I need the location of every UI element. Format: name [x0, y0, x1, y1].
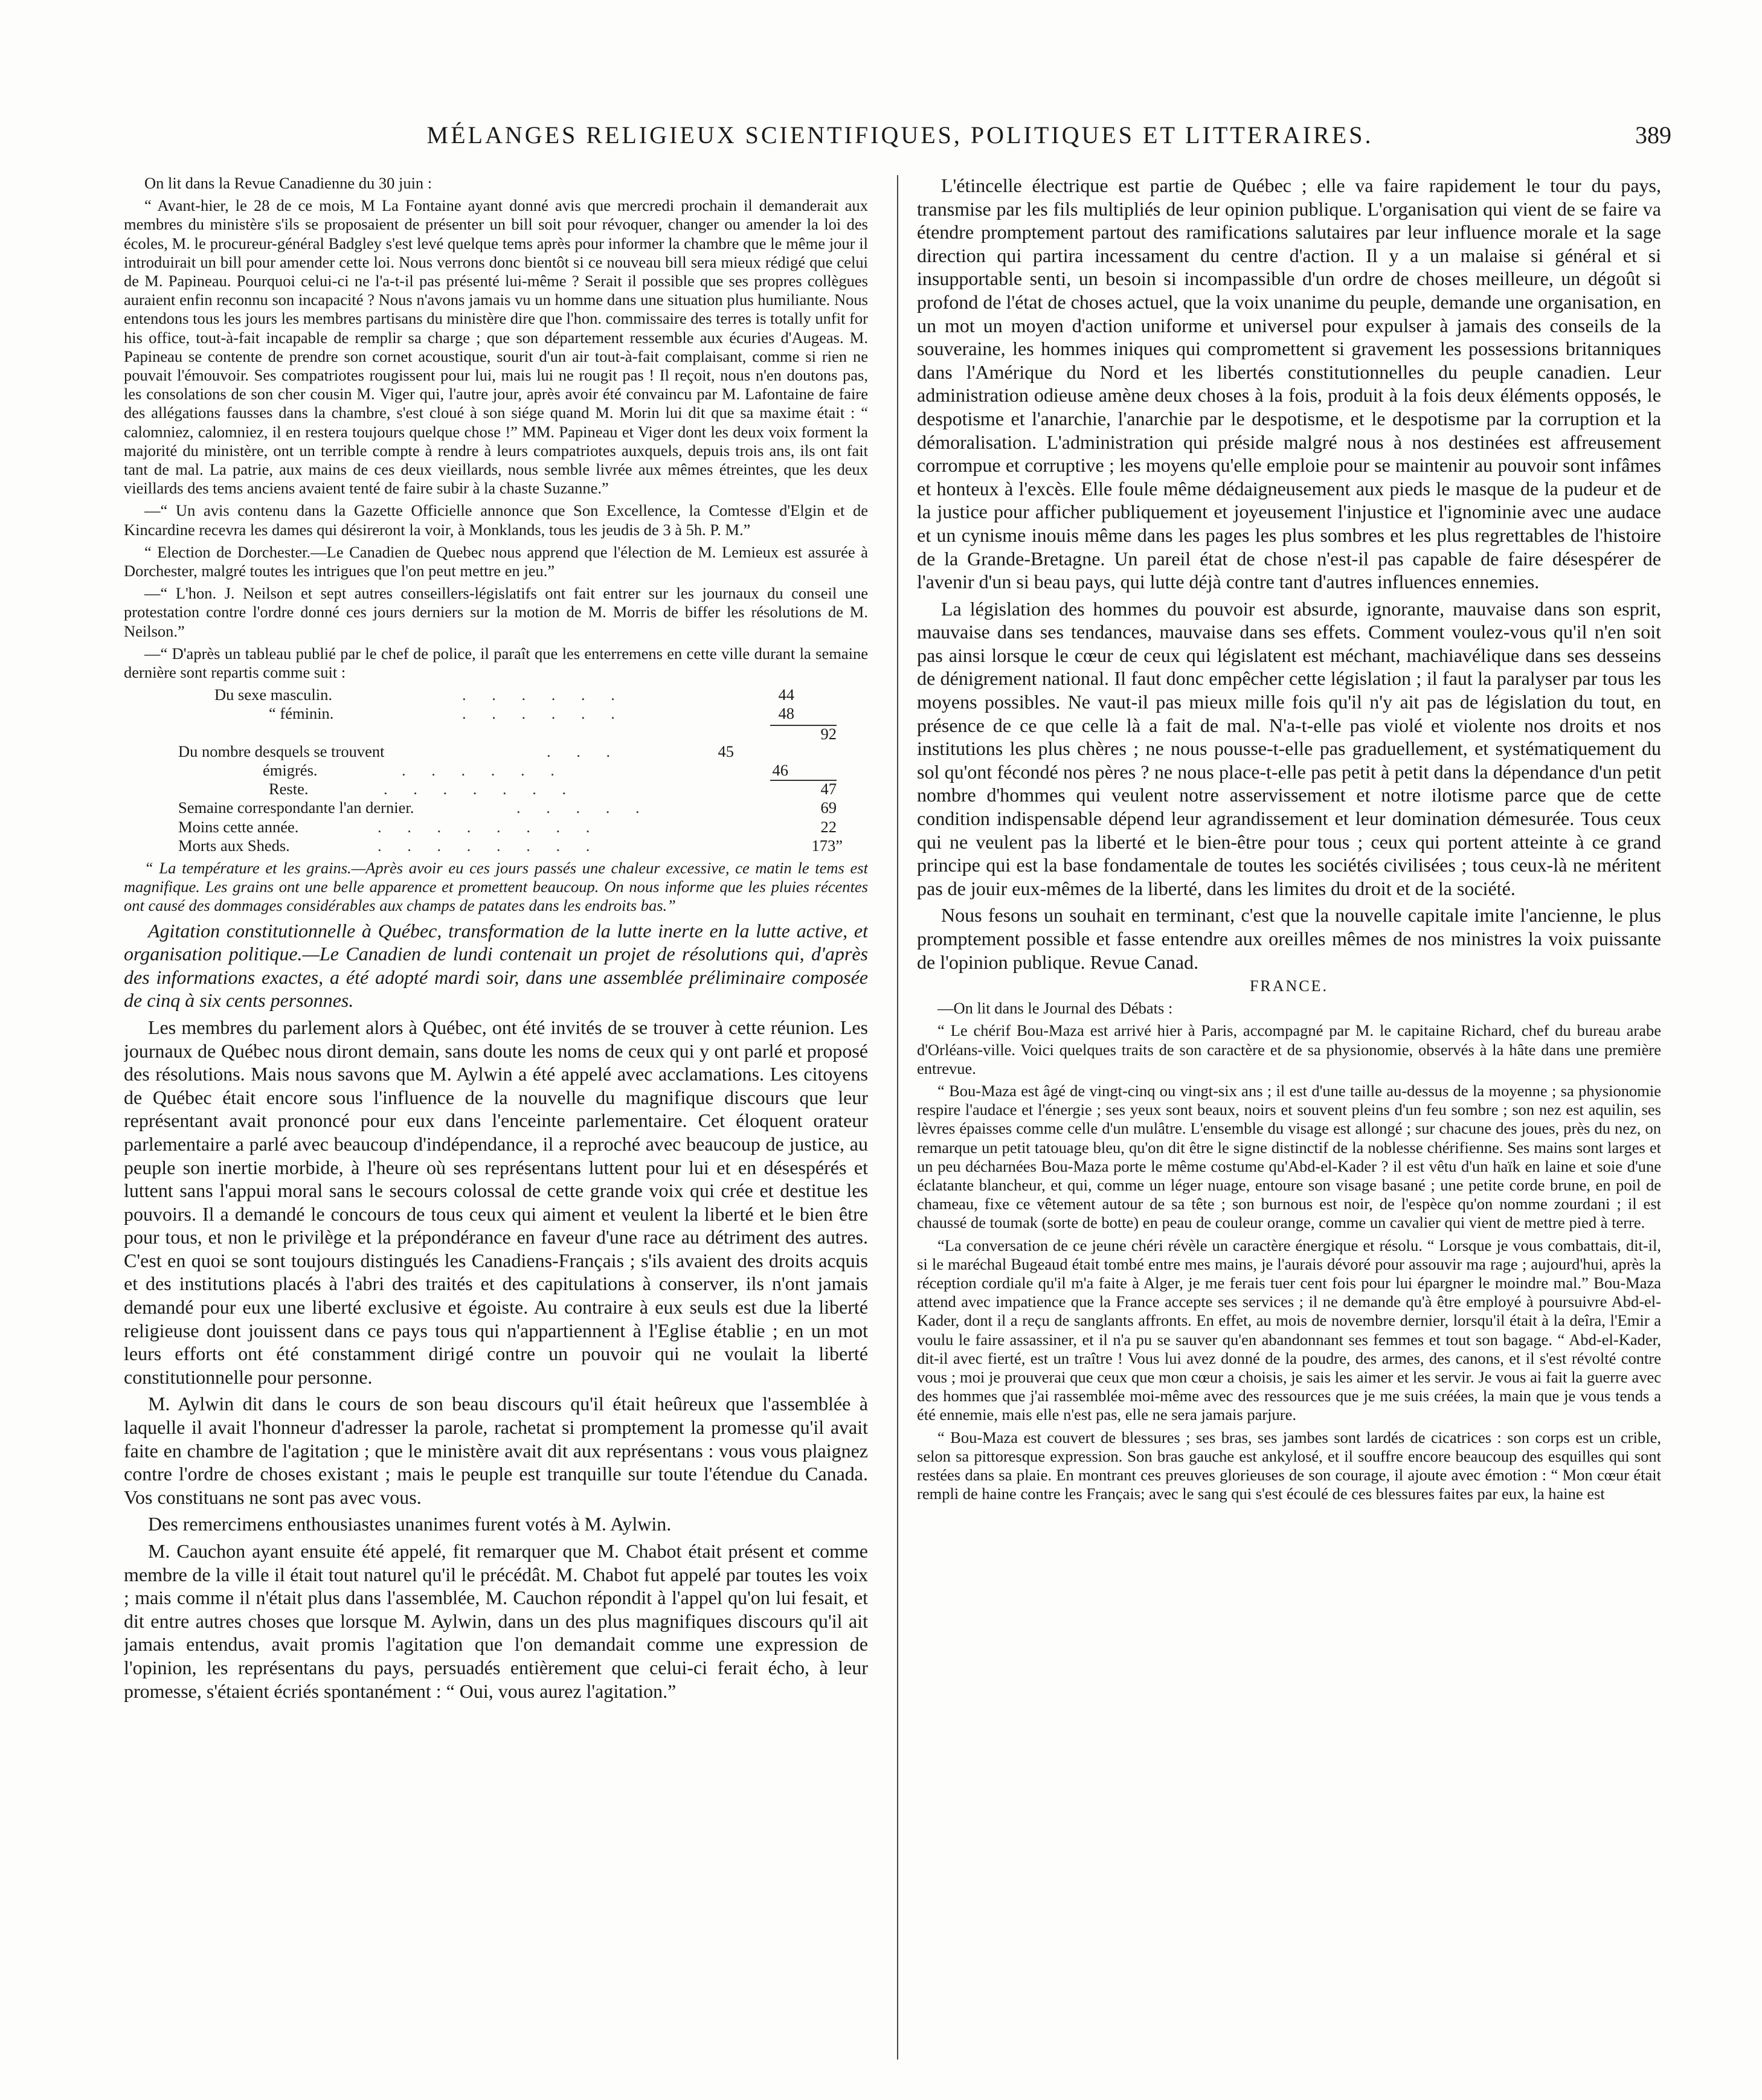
- running-title: MÉLANGES RELIGIEUX SCIENTIFIQUES, POLITIQUES ET LITTERAIRES.: [426, 121, 1374, 149]
- stat-value: 69: [820, 798, 837, 817]
- article-paragraph: Des remercimens enthousiastes unanimes furent votés à M. Aylwin.: [148, 1513, 672, 1535]
- article-paragraph: “ Bou-Maza est couvert de blessures ; ses bras, ses jambes sont lardés de cicatrices : son corps est un crible, selon sa pittoresque expression. Son bras gauche est ankylosé, et il souffre encore beaucoup des esquilles qui sont restées dans sa plaie. En montrant ces preuves glorieuses de son courage, il ajoute avec émotion : “ Mon cœur était rempli de haine contre les Français; avec le sang qui s'est écoulé de ces blessures faites par eux, la haine est: [917, 1428, 1661, 1503]
- article-paragraph: Nous fesons un souhait en terminant, c'est que la nouvelle capitale imite l'ancienne, le plus promptement possible et fasse entendre aux oreilles mêmes de nos ministres la voix puissante de l'opinion publique. Revue Canad.: [917, 904, 1661, 973]
- article-paragraph: M. Cauchon ayant ensuite été appelé, fit remarquer que M. Chabot était présent et comme membre de la ville il était tout naturel qu'il le précédât. M. Chabot fut appelé par toutes les voix ; mais comme il n'était plus dans l'assemblée, M. Cauchon répondit à l'appel qu'on lui fesait, et dit entre autres choses que lorsque M. Aylwin, dans un des plus magnifiques discours qu'il ait jamais entendus, avait promis l'agitation que l'on demandait comme une expression de l'opinion, les représentans du pays, persuadés entièrement que celui-ci ferait écho, à leur promesse, s'étaient écriés spontanément : “ Oui, vous aurez l'agitation.”: [124, 1540, 868, 1702]
- article-paragraph: —“ L'hon. J. Neilson et sept autres conseillers-législatifs ont fait entrer sur les journaux du conseil une protestation contre l'ordre donné ces jours derniers sur la motion de M. Morris de biffer les résolutions de M. Neilson.”: [124, 584, 868, 640]
- article-paragraph: Les membres du parlement alors à Québec, ont été invités de se trouver à cette réunion. Les journaux de Québec nous diront demain, sans doute les noms de ceux qui y ont parlé et proposé des résolutions. Mais nous savons que M. Aylwin a été appelé avec acclamations. Les citoyens de Québec était encore sous l'influence de la nouvelle du magnifique discours que leur représentant avait prononcé pour eux dans l'enceinte parlementaire. Cet éloquent orateur parlementaire a parlé avec beaucoup d'indépendance, il a reproché avec beaucoup de justice, au peuple son inertie morbide, à l'heure où ses représentans luttent pour lui et en désespérés et luttent sans l'appui moral sans le secours colossal de cette grande voix qui crée et destitue les pouvoirs. Il a demandé le concours de tous ceux qui aiment et veulent la liberté et le bien être pour tous, et non le privilège et la prépondérance en faveur d'une race au détriment des autres. C'est en quoi se sont toujours distingués les Canadiens-Français ; s'ils avaient des droits acquis et des institutions placés à l'abri des traités et des capitulations à conserver, ils n'ont jamais demandé pour eux une liberté exclusive et égoiste. Au contraire à eux seuls est due la liberté religieuse dont jouissent dans ce pays tous qui n'appartiennent à l'Eglise établie ; en un mot leurs efforts ont été constamment dirigé contre un pouvoir qui ne voulait la liberté constitutionnelle pour personne.: [124, 1016, 868, 1388]
- stat-row: Moins cette année. . . . . . . . . 22: [178, 817, 837, 836]
- page-header: [0, 121, 1762, 163]
- stat-label: Moins cette année.: [178, 817, 299, 836]
- burial-statistics-table: [124, 686, 868, 855]
- stat-value: 173”: [811, 836, 843, 855]
- article-paragraph: “ La température et les grains.—Après avoir eu ces jours passés une chaleur excessive, ce matin le tems est magnifique. Les grains ont une belle apparence et promettent beaucoup. On nous informe que les pluies récentes ont causé des dommages considérables aux champs de patates dans les endroits bas.”: [124, 858, 868, 915]
- article-paragraph: “ Election de Dorchester.—Le Canadien de Quebec nous apprend que l'élection de M. Lemieux est assurée à Dorchester, malgré toutes les intrigues que l'on peut mettre en jeu.”: [124, 542, 868, 580]
- stat-label: Du nombre desquels se trouvent: [178, 742, 385, 760]
- stat-value: 48: [778, 704, 794, 723]
- stat-label: Morts aux Sheds.: [178, 836, 290, 855]
- article-paragraph: M. Aylwin dit dans le cours de son beau discours qu'il était heûreux que l'assemblée à laquelle il avait l'honneur d'adresser la parole, rachetat si promptement la promesse qu'il avait faite en chambre de l'agitation ; que le ministère avait dit aux représentans : vous vous plaignez contre l'ordre de choses existant ; mais le peuple est tranquille sur toute l'étendue du Canada. Vos constituans ne sont pas avec vous.: [124, 1393, 868, 1508]
- stat-label: “ féminin.: [269, 704, 334, 723]
- left-column: [124, 174, 868, 2064]
- article-paragraph: —“ Un avis contenu dans la Gazette Officielle annonce que Son Excellence, la Comtesse d'Elgin et de Kincardine recevra les dames qui désireront la voir, à Monklands, tous les jeudis de 3 à 5h. P. M.”: [124, 501, 868, 539]
- article-paragraph: “La conversation de ce jeune chéri révèle un caractère énergique et résolu. “ Lorsque je vous combattais, dit-il, si le maréchal Bugeaud était tombé entre mes mains, je l'aurais dévoré pour assouvir ma rage ; aujourd'hui, après la réception cordiale qu'il m'a faite à Alger, je me ferais tuer cent fois pour lui épargner le moindre mal.” Bou-Maza attend avec impatience que la France accepte ses services ; il ne demande qu'à être employé à poursuivre Abd-el-Kader, dont il a reçu de sanglants affronts. En effet, au mois de novembre dernier, lorsqu'il était à la deîra, l'Emir a voulu le faire assassiner, et il n'a pu se sauver qu'en abandonnant ses femmes et tout son bagage. “ Abd-el-Kader, dit-il avec fierté, est un traître ! Vous lui avez donné de la poudre, des armes, des canons, et il s'est révolté contre vous ; moi je prouverai que ceux que mon cœur a choisis, je sais les aimer et les servir. Je vous ai fait la guerre avec des hommes que j'ai rassemblée moi-même avec des ressources que je me suis créées, la main que je vous tends a été ennemie, mais elle n'est pas, elle ne sera jamais parjure.: [917, 1236, 1661, 1424]
- section-heading-france: FRANCE.: [1249, 977, 1329, 995]
- stat-value: 46: [772, 761, 788, 780]
- stat-row: émigrés. . . . . . . 46: [263, 761, 788, 780]
- stat-value: 44: [778, 686, 794, 704]
- article-paragraph: La législation des hommes du pouvoir est absurde, ignorante, mauvaise dans son esprit, mauvaise dans ses tendances, mauvaise dans ses effets. Comment voulez-vous qu'il n'en soit pas ainsi lorsque le cœur de ceux qui législatent est méchant, machiavélique dans ses desseins de dénigrement national. Il faut donc empêcher cette législation ; il faut la paralyser par tous les moyens possibles. Ne vaut-il pas mieux mille fois qu'il n'y ait pas de législation du tout, en présence de ce que celle là a fait de mal. N'a-t-elle pas violé et violente nos droits et nos institutions les plus chères ; ne nous pousse-t-elle pas graduellement, et systématiquement du sol qu'ont fécondé nos pères ? ne nous place-t-elle pas petit à petit dans la dépendance d'un petit nombre d'hommes qui veulent notre asservissement et notre ilotisme parce que de cette condition indispensable dépend leur agrandissement et leur domination démesurée. Tous ceux qui ne veulent pas la liberté et le bien-être pour tous ; ceux qui portent atteinte à ce grand principe qui est la base fondamentale de toutes les sociétés civilisées ; tous ceux-là ne méritent pas de jouir eux-mêmes de la liberté, dans les limites du droit et de la société.: [917, 597, 1661, 899]
- stat-row: Morts aux Sheds. . . . . . . . . 173”: [178, 836, 843, 855]
- stat-row: Semaine correspondante l'an dernier. . . . . . 69: [178, 798, 837, 817]
- article-paragraph: “ Le chérif Bou-Maza est arrivé hier à Paris, accompagné par M. le capitaine Richard, chef du bureau arabe d'Orléans-ville. Voici quelques traits de son caractère et de sa physionomie, observés à la hâte dans une première entrevue.: [917, 1021, 1661, 1077]
- article-paragraph: —On lit dans le Journal des Débats :: [937, 999, 1173, 1018]
- right-column: [917, 174, 1661, 2064]
- stat-value: 45: [718, 742, 734, 760]
- stat-row: “ féminin. . . . . . . 48: [269, 704, 794, 723]
- stat-label: Reste.: [269, 780, 309, 798]
- stat-label: Du sexe masculin.: [214, 686, 333, 704]
- stat-row: Du nombre desquels se trouvent . . . 45: [178, 742, 734, 760]
- stat-label: émigrés.: [263, 761, 318, 780]
- stat-row: [124, 724, 868, 742]
- stat-value: 22: [820, 817, 837, 836]
- stat-label: Semaine correspondante l'an dernier.: [178, 798, 414, 817]
- article-lead: Agitation constitutionnelle à Québec, transformation de la lutte inerte en la lutte active, et organisation politique.—Le Canadien de lundi contenait un projet de résolutions qui, d'après des informations exactes, a été adopté mardi soir, dans une assemblée préliminaire composée de cinq à six cents personnes.: [124, 919, 868, 1012]
- article-paragraph: —“ D'après un tableau publié par le chef de police, il paraît que les enterremens en cette ville durant la semaine dernière sont repartis comme suit :: [124, 644, 868, 682]
- article-paragraph: “ Bou-Maza est âgé de vingt-cinq ou vingt-six ans ; il est d'une taille au-dessus de la moyenne ; sa physionomie respire l'audace et l'énergie ; ses yeux sont beaux, noirs et souvent pleins d'un feu sombre ; son nez est aquilin, ses lèvres épaisses comme celle d'un mulâtre. L'ensemble du visage est allongé ; sur chacune des joues, près du nez, on remarque un petit tatouage bleu, qu'on dit être le signe distinctif de la noblesse chérifienne. Ses mains sont larges et un peu décharnées Bou-Maza porte le même costume qu'Abd-el-Kader ? il est vêtu d'un haïk en laine et soie d'une éclatante blancheur, et qui, comme un léger nuage, entoure son visage basané ; une petite corde brune, en poil de chameau, fixe ce vêtement autour de sa tête ; son burnous est noir, de l'espèce qu'on nomme zourdani ; il est chaussé de toumak (sorte de botte) en peau de couleur orange, comme un cavalier qui vient de mettre pied à terre.: [917, 1082, 1661, 1232]
- intro-line: On lit dans la Revue Canadienne du 30 juin :: [144, 174, 432, 192]
- stat-value: 92: [820, 724, 837, 743]
- stat-value: 47: [820, 780, 837, 798]
- stat-row: Du sexe masculin. . . . . . . 44: [214, 686, 794, 704]
- article-paragraph: L'étincelle électrique est partie de Québec ; elle va faire rapidement le tour du pays, transmise par les fils multipliés de leur opinion publique. L'organisation qui vient de se faire va étendre promptement partout des ramifications salutaires par leur influence morale et la sage direction qui partira incessament du centre d'action. Il y a un malaise si général et si insupportable senti, un besoin si incompassible d'un ordre de choses meilleure, un dégoût si profond de l'état de choses actuel, que la voix unanime du peuple, demande une organisation, en un mot un moyen d'action uniforme et universel pour expulser à jamais des conseils de la souveraine, les hommes iniques qui compromettent si gravement les possessions britanniques dans l'Amérique du Nord et les libertés constitutionnelles du peuple canadien. Leur administration odieuse amène deux choses à la fois, produit à la fois deux éléments opposés, le despotisme et l'anarchie, l'anarchie par le despotisme, et le despotisme par la corruption et la démoralisation. L'administration qui préside malgré nous à nos destinées est affreusement corrompue et corruptive ; les moyens qu'elle emploie pour se maintenir au pouvoir sont infâmes et honteux à l'excès. Elle foule même dédaigneusement aux pieds le masque de la pudeur et de la justice pour afficher publiquement et joyeusement l'injustice et l'ignominie avec une audace et un cynisme inouis même dans les pages les plus sombres et les plus regrettables de l'histoire de la Grande-Bretagne. Un pareil état de chose n'est-il pas capable de faire désespérer de l'avenir d'un si beau pays, qui lutte déjà contre tant d'autres influences ennemies.: [917, 175, 1661, 593]
- stat-row: Reste. . . . . . . . 47: [269, 780, 837, 798]
- article-paragraph: “ Avant-hier, le 28 de ce mois, M La Fontaine ayant donné avis que mercredi prochain il demanderait aux membres du ministère s'ils se proposaient de présenter un bill soit pour révoquer, changer ou amender la loi des écoles, M. le procureur-général Badgley s'est levé quelque tems après pour informer la chambre que le même jour il introduirait un bill pour amender cette loi. Nous verrons donc bientôt si ce nouveau bill sera mieux rédigé que celui de M. Papineau. Pourquoi celui-ci ne l'a-t-il pas présenté lui-même ? Serait il possible que ses propres collègues auraient enfin reconnu son incapacité ? Nous n'avons jamais vu un homme dans une situation plus humiliante. Nous entendons tous les jours les membres partisans du ministère dire que l'hon. commissaire des terres is totally unfit for his office, tout-à-fait incapable de remplir sa charge ; que son département ressemble aux écuries d'Augeas. M. Papineau se contente de prendre son cornet acoustique, sourit d'un air tout-à-fait complaisant, comme si rien ne pouvait l'émouvoir. Ses compatriotes rougissent pour lui, mais lui ne rougit pas ! Il reçoit, nous n'en doutons pas, les consolations de son cher cousin M. Viger qui, l'autre jour, après avoir été convaincu par M. Lafontaine de faire des allégations fausses dans la chambre, s'est cloué à son siége quand M. Morin lui dit que sa maxime était : “ calomniez, calomniez, il en restera toujours quelque chose !” MM. Papineau et Viger dont les deux voix forment la majorité du ministère, ont un terrible compte à rendre à leurs compatriotes auxquels, depuis trois ans, ils ont fait tant de mal. La patrie, aux mains de ces deux vieillards, nous semble livrée aux mêmes étreintes, que les deux vieillards des tems anciens avaient tenté de faire subir à la chaste Suzanne.”: [124, 196, 868, 498]
- column-rule: [897, 175, 898, 2060]
- page-number: 389: [1635, 121, 1671, 149]
